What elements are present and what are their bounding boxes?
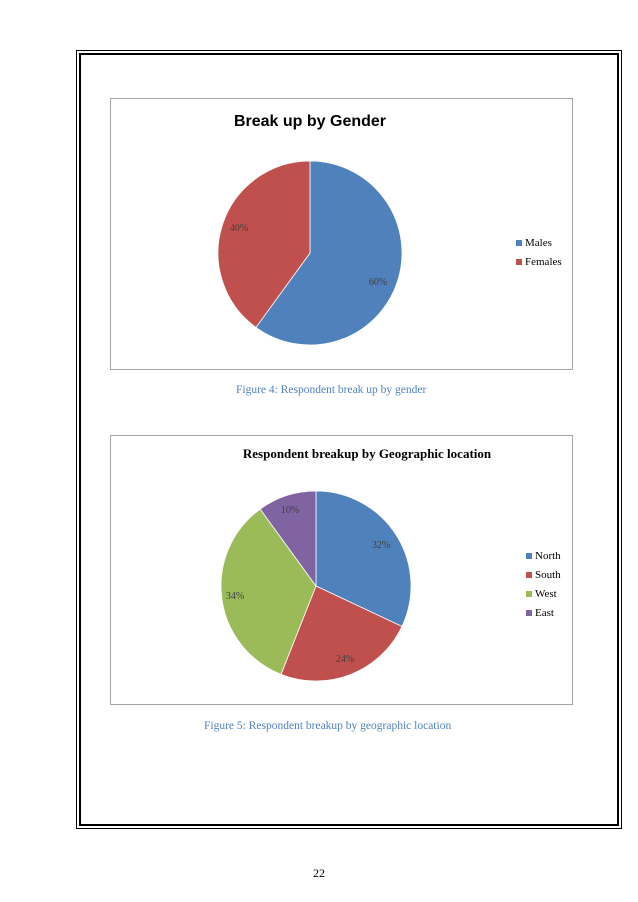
gender-label-males: 60% (368, 277, 388, 288)
legend-label-males: Males (525, 236, 552, 249)
legend-item-females (516, 252, 562, 271)
figure-4-caption: Figure 4: Respondent break up by gender (236, 384, 427, 396)
legend-item-west (526, 584, 561, 603)
legend-swatch-west (526, 591, 532, 597)
gender-chart-title: Break up by Gender (233, 113, 387, 130)
legend-item-south (526, 565, 561, 584)
geo-label-east: 10% (280, 505, 300, 516)
legend-swatch-females (516, 259, 522, 265)
geo-label-south: 24% (335, 654, 355, 665)
figure-5-caption: Figure 5: Respondent breakup by geographic location (204, 720, 452, 732)
legend-swatch-south (526, 572, 532, 578)
gender-pie (111, 99, 574, 371)
geo-legend (526, 546, 561, 622)
gender-label-females: 40% (229, 223, 249, 234)
legend-swatch-males (516, 240, 522, 246)
page-number: 22 (313, 866, 325, 880)
gender-chart (110, 98, 573, 370)
geo-label-north: 32% (371, 540, 391, 551)
legend-item-east (526, 603, 561, 622)
legend-item-males (516, 233, 562, 252)
legend-label-north: North (535, 549, 561, 562)
legend-item-north (526, 546, 561, 565)
geo-pie (111, 436, 574, 706)
legend-label-east: East (535, 606, 554, 619)
geo-label-west: 34% (225, 591, 245, 602)
legend-label-west: West (535, 587, 557, 600)
geo-chart (110, 435, 573, 705)
legend-swatch-east (526, 610, 532, 616)
legend-label-south: South (535, 568, 561, 581)
gender-legend (516, 233, 562, 271)
legend-swatch-north (526, 553, 532, 559)
legend-label-females: Females (525, 255, 562, 268)
geo-chart-title: Respondent breakup by Geographic location (242, 446, 492, 461)
